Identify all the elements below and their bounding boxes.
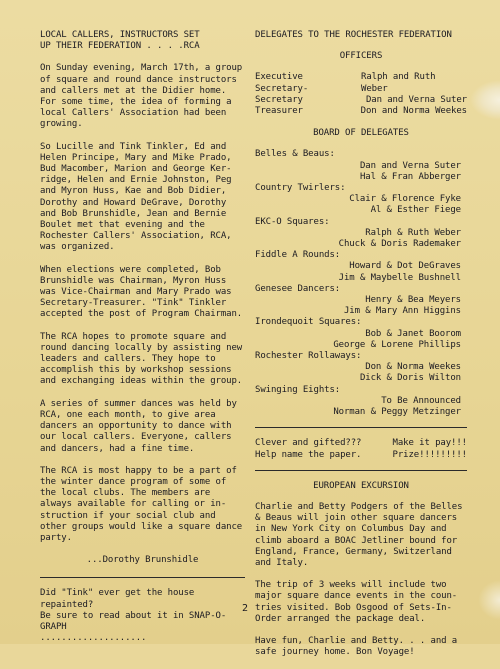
- club-name: Genesee Dancers:: [255, 283, 341, 294]
- club-name: Belles & Beaus:: [255, 149, 335, 160]
- delegate-names: Dick & Doris Wilton: [359, 373, 461, 384]
- delegate-names: Howard & Dot DeGraves: [349, 261, 461, 272]
- contest-prize: Make it pay!!! Prize!!!!!!!!!: [392, 438, 467, 460]
- club-name: Swinging Eights:: [255, 384, 341, 395]
- delegate-names: Clair & Florence Fyke: [349, 194, 461, 205]
- club-name: Fiddle A Rounds:: [255, 250, 341, 261]
- left-column: [40, 30, 245, 655]
- divider: [40, 577, 245, 578]
- delegate-names: George & Lorene Phillips: [333, 339, 461, 350]
- rca-paragraph-2: So Lucille and Tink Tinkler, Ed and Helen Principe, Mary and Mike Prado, Bud Macomber, Marion and George Ker- ridge, Helen and Ernie Johnston, Peg and Myron Huss, Kae and Bob Didier, Dorothy and Howard DeGrave, Dorothy and Bob Brunshidle, Jean and Bernie Boulet met that evening and the Rochester Callers' Association, RCA, was organized.: [40, 141, 232, 253]
- officers-list: [255, 72, 467, 117]
- officer-role: Secretary: [255, 94, 303, 105]
- delegate-names: To Be Announced: [381, 395, 461, 406]
- club-name: Rochester Rollaways:: [255, 351, 362, 362]
- name-the-paper-contest: [255, 438, 467, 460]
- paper-tear-mark-lower: [478, 580, 500, 620]
- officer-names: Ralph and Ruth Weber: [361, 72, 436, 94]
- rca-paragraph-1: On Sunday evening, March 17th, a group of square and round dance instructors and callers met at the Didier home. For some time, the idea of forming a local Callers' Association had been growing.: [40, 63, 243, 130]
- officer-names: Dan and Verna Suter: [365, 94, 467, 105]
- article-signature: ...Dorothy Brunshidle: [86, 555, 199, 566]
- divider: [255, 427, 467, 428]
- excursion-paragraph-3: Have fun, Charlie and Betty. . . and a safe journey home. Bon Voyage!: [255, 635, 458, 658]
- article-title-rca: LOCAL CALLERS, INSTRUCTORS SET UP THEIR FEDERATION . . . .RCA: [40, 30, 200, 52]
- officers-heading: OFFICERS: [339, 51, 383, 62]
- excursion-paragraph-2: The trip of 3 weeks will include two major square dance events in the coun- tries visited. Bob Osgood of Sets-In- Order arranged the package deal.: [255, 580, 458, 624]
- delegate-names: Dan and Verna Suter: [359, 160, 461, 171]
- officer-role: Treasurer: [255, 106, 303, 117]
- delegate-names: Jim & Maybelle Bushnell: [338, 272, 461, 283]
- officer-row: [255, 72, 467, 94]
- excursion-paragraph-1: Charlie and Betty Podgers of the Belles & Beaus will join other square dancers in New York City on Columbus Day and climb aboard a BOAC Jetliner bound for England, France, Germany, Switzerland and Italy.: [255, 501, 463, 568]
- delegate-names: Hal & Fran Abberger: [359, 171, 461, 182]
- right-column: [255, 30, 467, 669]
- delegate-names: Henry & Bea Meyers: [365, 295, 461, 306]
- club-name: Country Twirlers:: [255, 183, 346, 194]
- divider: [255, 470, 467, 471]
- rca-paragraph-5: A series of summer dances was held by RCA, one each month, to give area dancers an opportunity to dance with our local callers. Everyone, callers and dancers, had a fine time.: [40, 398, 237, 454]
- club-name: Irondequoit Squares:: [255, 317, 362, 328]
- contest-prompt: Clever and gifted??? Help name the paper.: [255, 438, 362, 460]
- delegate-names: Al & Esther Fiege: [370, 205, 461, 216]
- rca-paragraph-4: The RCA hopes to promote square and round dancing locally by assisting new leaders and callers. They hope to accomplish this by workshop sessions and exchanging ideas within the group.: [40, 331, 243, 387]
- board-heading: BOARD OF DELEGATES: [313, 128, 409, 139]
- delegate-names: Ralph & Ruth Weber: [365, 227, 461, 238]
- officer-names: Don and Norma Weekes: [360, 106, 467, 117]
- page-number: 2: [242, 603, 249, 614]
- club-name: EKC-O Squares:: [255, 216, 330, 227]
- delegate-names: Don & Norma Weekes: [365, 362, 461, 373]
- officer-row: [255, 95, 467, 106]
- officer-row: [255, 106, 467, 117]
- delegate-names: Bob & Janet Boorom: [365, 328, 461, 339]
- delegate-names: Norman & Peggy Metzinger: [333, 407, 461, 418]
- delegate-names: Jim & Mary Ann Higgins: [343, 306, 461, 317]
- delegates-title: DELEGATES TO THE ROCHESTER FEDERATION: [255, 30, 452, 40]
- delegate-names: Chuck & Doris Rademaker: [338, 239, 461, 250]
- rca-paragraph-3: When elections were completed, Bob Brunshidle was Chairman, Myron Huss was Vice-Chairman and Mary Prado was Secretary-Treasurer. "Tink" Tinkler accepted the post of Program Chairman.: [40, 264, 243, 320]
- rca-paragraph-6: The RCA is most happy to be a part of the winter dance program of some of the local clubs. The members are always available for calling or in- struction if your social club and other groups would like a square dance party.: [40, 465, 243, 543]
- officer-role: Executive Secretary-: [255, 72, 309, 94]
- paper-tear-mark: [470, 80, 500, 120]
- footer-note: Did "Tink" ever get the house repainted? Be sure to read about it in SNAP-O-GRAPH ....................: [40, 588, 227, 644]
- board-list: [255, 149, 467, 418]
- excursion-heading: EUROPEAN EXCURSION: [313, 480, 409, 491]
